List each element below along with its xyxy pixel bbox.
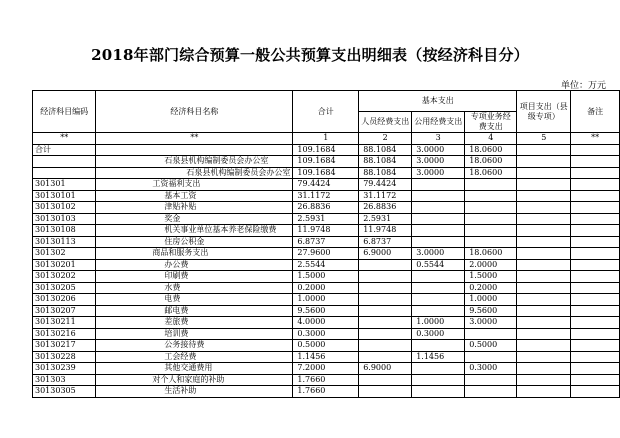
cell-project <box>517 167 571 179</box>
table-row <box>33 202 620 214</box>
cell-personnel <box>359 259 412 271</box>
cell-special <box>465 202 517 214</box>
table-row <box>33 328 620 340</box>
cell-public <box>412 202 465 214</box>
header-special: 专项业务经费支出 <box>465 112 517 133</box>
cell-total: 1.0000 <box>293 294 359 306</box>
cell-remark <box>571 374 620 386</box>
table-row <box>33 179 620 191</box>
cell-public: 3.0000 <box>412 167 465 179</box>
cell-public <box>412 305 465 317</box>
cell-special <box>465 179 517 191</box>
cell-special: 9.5600 <box>465 305 517 317</box>
index-cell: ** <box>96 133 293 145</box>
table-row <box>33 294 620 306</box>
index-cell: 2 <box>359 133 412 145</box>
cell-personnel: 2.5931 <box>359 213 412 225</box>
cell-total: 0.2000 <box>293 282 359 294</box>
cell-special: 18.0600 <box>465 156 517 168</box>
cell-total: 26.8836 <box>293 202 359 214</box>
cell-special: 18.0600 <box>465 144 517 156</box>
cell-code: 30130228 <box>33 351 96 363</box>
cell-name: 差旅费 <box>96 317 293 329</box>
cell-total: 79.4424 <box>293 179 359 191</box>
cell-public: 3.0000 <box>412 156 465 168</box>
cell-personnel: 11.9748 <box>359 225 412 237</box>
cell-code: 30130108 <box>33 225 96 237</box>
cell-code: 30130216 <box>33 328 96 340</box>
cell-code: 30130202 <box>33 271 96 283</box>
cell-code: 30130102 <box>33 202 96 214</box>
header-basic: 基本支出 <box>359 91 517 112</box>
cell-personnel <box>359 271 412 283</box>
cell-personnel <box>359 305 412 317</box>
cell-name: 石泉县机构编制委员会办公室 <box>96 167 293 179</box>
cell-code: 30130207 <box>33 305 96 317</box>
cell-public: 1.1456 <box>412 351 465 363</box>
cell-remark <box>571 248 620 260</box>
cell-special <box>465 225 517 237</box>
table-row <box>33 374 620 386</box>
header-total: 合计 <box>293 91 359 133</box>
cell-code: 301301 <box>33 179 96 191</box>
cell-special <box>465 236 517 248</box>
cell-total: 109.1684 <box>293 167 359 179</box>
cell-personnel: 88.1084 <box>359 144 412 156</box>
header-name: 经济科目名称 <box>96 91 293 133</box>
cell-public <box>412 190 465 202</box>
header-remark: 备注 <box>571 91 620 133</box>
cell-project <box>517 363 571 375</box>
cell-total: 109.1684 <box>293 144 359 156</box>
cell-public <box>412 213 465 225</box>
cell-public <box>412 374 465 386</box>
cell-total: 11.9748 <box>293 225 359 237</box>
cell-remark <box>571 144 620 156</box>
table-row <box>33 386 620 398</box>
cell-code: 30130101 <box>33 190 96 202</box>
cell-code: 30130201 <box>33 259 96 271</box>
cell-remark <box>571 213 620 225</box>
cell-personnel: 6.9000 <box>359 248 412 260</box>
cell-project <box>517 179 571 191</box>
cell-public <box>412 271 465 283</box>
cell-name: 商品和服务支出 <box>96 248 293 260</box>
table-body <box>33 144 620 397</box>
cell-project <box>517 374 571 386</box>
cell-remark <box>571 156 620 168</box>
cell-project <box>517 317 571 329</box>
cell-personnel: 88.1084 <box>359 167 412 179</box>
cell-project <box>517 282 571 294</box>
cell-name: 奖金 <box>96 213 293 225</box>
cell-special: 18.0600 <box>465 167 517 179</box>
cell-special: 0.2000 <box>465 282 517 294</box>
cell-project <box>517 202 571 214</box>
cell-code <box>33 167 96 179</box>
cell-personnel <box>359 386 412 398</box>
cell-project <box>517 190 571 202</box>
cell-name <box>96 144 293 156</box>
table-row <box>33 213 620 225</box>
cell-personnel: 6.8737 <box>359 236 412 248</box>
cell-special: 1.0000 <box>465 294 517 306</box>
cell-public <box>412 386 465 398</box>
cell-public <box>412 225 465 237</box>
cell-personnel: 6.9000 <box>359 363 412 375</box>
cell-remark <box>571 167 620 179</box>
cell-project <box>517 259 571 271</box>
cell-code: 301302 <box>33 248 96 260</box>
cell-code: 30130113 <box>33 236 96 248</box>
cell-name: 住房公积金 <box>96 236 293 248</box>
cell-total: 6.8737 <box>293 236 359 248</box>
cell-total: 7.2000 <box>293 363 359 375</box>
cell-project <box>517 236 571 248</box>
cell-project <box>517 340 571 352</box>
cell-special: 0.5000 <box>465 340 517 352</box>
table-row <box>33 248 620 260</box>
cell-name: 对个人和家庭的补助 <box>96 374 293 386</box>
header-personnel: 人员经费支出 <box>359 112 412 133</box>
cell-name: 办公费 <box>96 259 293 271</box>
cell-name: 培训费 <box>96 328 293 340</box>
table-row <box>33 190 620 202</box>
cell-name: 电费 <box>96 294 293 306</box>
cell-remark <box>571 179 620 191</box>
cell-remark <box>571 351 620 363</box>
cell-special <box>465 213 517 225</box>
cell-personnel: 88.1084 <box>359 156 412 168</box>
cell-code <box>33 156 96 168</box>
cell-personnel: 31.1172 <box>359 190 412 202</box>
cell-remark <box>571 202 620 214</box>
cell-special: 3.0000 <box>465 317 517 329</box>
table-row <box>33 144 620 156</box>
index-cell: 4 <box>465 133 517 145</box>
cell-total: 1.5000 <box>293 271 359 283</box>
cell-code: 301303 <box>33 374 96 386</box>
cell-project <box>517 328 571 340</box>
cell-name: 印刷费 <box>96 271 293 283</box>
cell-special <box>465 386 517 398</box>
cell-remark <box>571 282 620 294</box>
cell-remark <box>571 386 620 398</box>
index-cell: 5 <box>517 133 571 145</box>
cell-project <box>517 213 571 225</box>
header-project: 项目支出（县级专项） <box>517 91 571 133</box>
cell-public <box>412 294 465 306</box>
cell-total: 4.0000 <box>293 317 359 329</box>
cell-name: 其他交通费用 <box>96 363 293 375</box>
cell-public: 0.3000 <box>412 328 465 340</box>
cell-remark <box>571 340 620 352</box>
table-row <box>33 317 620 329</box>
cell-project <box>517 386 571 398</box>
cell-personnel <box>359 340 412 352</box>
table-row <box>33 259 620 271</box>
cell-name: 工资福利支出 <box>96 179 293 191</box>
cell-public <box>412 363 465 375</box>
table-row <box>33 282 620 294</box>
table-row <box>33 156 620 168</box>
cell-public: 1.0000 <box>412 317 465 329</box>
cell-code: 30130239 <box>33 363 96 375</box>
cell-project <box>517 144 571 156</box>
cell-code: 合计 <box>33 144 96 156</box>
cell-personnel <box>359 328 412 340</box>
cell-special <box>465 328 517 340</box>
cell-public <box>412 340 465 352</box>
cell-personnel <box>359 351 412 363</box>
cell-total: 0.5000 <box>293 340 359 352</box>
cell-special: 2.0000 <box>465 259 517 271</box>
cell-code: 30130211 <box>33 317 96 329</box>
cell-personnel <box>359 317 412 329</box>
cell-public: 3.0000 <box>412 248 465 260</box>
cell-special: 0.3000 <box>465 363 517 375</box>
cell-total: 2.5931 <box>293 213 359 225</box>
table-row <box>33 363 620 375</box>
cell-personnel: 79.4424 <box>359 179 412 191</box>
cell-total: 1.7660 <box>293 386 359 398</box>
table-row <box>33 236 620 248</box>
cell-project <box>517 271 571 283</box>
cell-total: 27.9600 <box>293 248 359 260</box>
cell-total: 109.1684 <box>293 156 359 168</box>
cell-project <box>517 294 571 306</box>
cell-name: 生活补助 <box>96 386 293 398</box>
cell-special <box>465 351 517 363</box>
cell-code: 30130205 <box>33 282 96 294</box>
index-cell: ** <box>33 133 96 145</box>
table-row <box>33 271 620 283</box>
cell-public <box>412 282 465 294</box>
cell-total: 31.1172 <box>293 190 359 202</box>
cell-special: 18.0600 <box>465 248 517 260</box>
cell-remark <box>571 190 620 202</box>
cell-code: 30130206 <box>33 294 96 306</box>
cell-total: 9.5600 <box>293 305 359 317</box>
table-row <box>33 351 620 363</box>
cell-remark <box>571 305 620 317</box>
cell-public <box>412 179 465 191</box>
cell-remark <box>571 363 620 375</box>
cell-remark <box>571 225 620 237</box>
cell-project <box>517 248 571 260</box>
expenditure-table <box>32 90 620 398</box>
table-row <box>33 305 620 317</box>
cell-name: 基本工资 <box>96 190 293 202</box>
cell-name: 水费 <box>96 282 293 294</box>
cell-personnel: 26.8836 <box>359 202 412 214</box>
cell-name: 石泉县机构编制委员会办公室 <box>96 156 293 168</box>
cell-remark <box>571 294 620 306</box>
cell-public: 0.5544 <box>412 259 465 271</box>
cell-special: 1.5000 <box>465 271 517 283</box>
cell-personnel <box>359 374 412 386</box>
table-row <box>33 225 620 237</box>
cell-code: 30130305 <box>33 386 96 398</box>
header-code: 经济科目编码 <box>33 91 96 133</box>
index-cell: 1 <box>293 133 359 145</box>
header-public: 公用经费支出 <box>412 112 465 133</box>
unit-label: 单位：万元 <box>560 81 606 91</box>
cell-remark <box>571 236 620 248</box>
index-cell: 3 <box>412 133 465 145</box>
cell-remark <box>571 271 620 283</box>
cell-remark <box>571 317 620 329</box>
cell-name: 公务接待费 <box>96 340 293 352</box>
cell-name: 机关事业单位基本养老保险缴费 <box>96 225 293 237</box>
cell-name: 津贴补贴 <box>96 202 293 214</box>
cell-total: 2.5544 <box>293 259 359 271</box>
table-row <box>33 340 620 352</box>
cell-name: 工会经费 <box>96 351 293 363</box>
page-title: 2018年部门综合预算一般公共预算支出明细表（按经济科目分） <box>91 46 529 64</box>
cell-total: 0.3000 <box>293 328 359 340</box>
cell-project <box>517 225 571 237</box>
cell-project <box>517 156 571 168</box>
cell-total: 1.1456 <box>293 351 359 363</box>
cell-personnel <box>359 282 412 294</box>
cell-remark <box>571 328 620 340</box>
cell-project <box>517 305 571 317</box>
index-cell: ** <box>571 133 620 145</box>
cell-code: 30130103 <box>33 213 96 225</box>
cell-public <box>412 236 465 248</box>
cell-personnel <box>359 294 412 306</box>
index-row <box>33 133 620 145</box>
cell-public: 3.0000 <box>412 144 465 156</box>
table-row <box>33 167 620 179</box>
cell-name: 邮电费 <box>96 305 293 317</box>
cell-project <box>517 351 571 363</box>
cell-special <box>465 374 517 386</box>
cell-code: 30130217 <box>33 340 96 352</box>
cell-remark <box>571 259 620 271</box>
cell-special <box>465 190 517 202</box>
table-header <box>33 91 620 145</box>
cell-total: 1.7660 <box>293 374 359 386</box>
